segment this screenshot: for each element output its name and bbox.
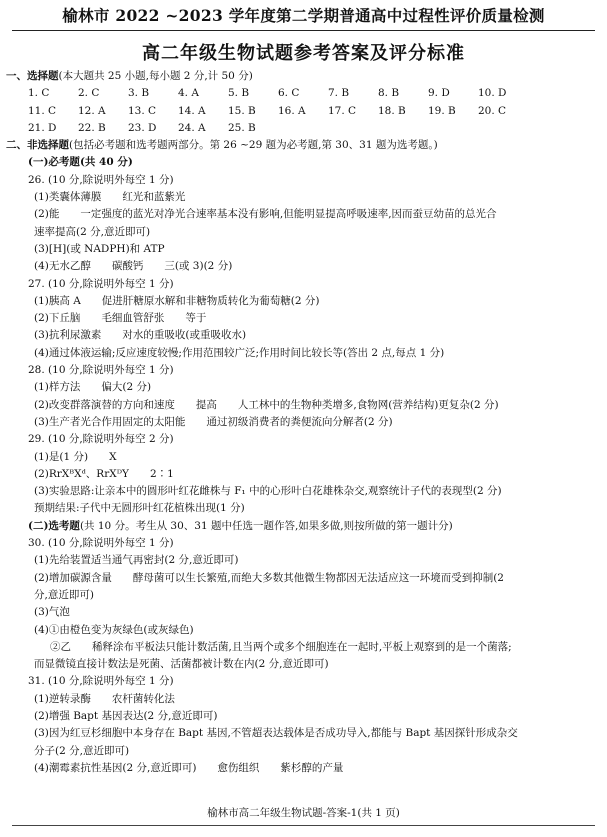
required-answers [0, 172, 607, 518]
mc-answer: 4. A [178, 87, 199, 100]
mc-answer: 14. A [178, 104, 206, 117]
answer-line: 28. (10 分,除说明外每空 1 分) [28, 364, 174, 377]
mc-answer: 18. B [378, 104, 406, 117]
answer-line: (4)①由橙色变为灰绿色(或灰绿色) [34, 623, 194, 636]
answer-line: (3)因为红豆杉细胞中本身存在 Bapt 基因,不管超表达载体是否成功导入,都能与 Bapt 基因探针形成杂交 [34, 727, 518, 740]
mc-answer: 5. B [228, 87, 250, 100]
answer-line: 27. (10 分,除说明外每空 1 分) [28, 277, 174, 290]
mc-answer: 2. C [78, 87, 100, 100]
answer-line: (3)气泡 [34, 606, 70, 619]
optional-heading-line [0, 518, 607, 535]
exam-header: 榆林市 2022 ~2023 学年度第二学期普通高中过程性评价质量检测 [62, 6, 545, 25]
mc-answer: 17. C [328, 104, 357, 117]
answer-line: (3)生产者光合作用固定的太阳能 通过初级消费者的粪便流向分解者(2 分) [34, 415, 393, 428]
page-footer: 榆林市高二年级生物试题-答案-1(共 1 页) [207, 807, 400, 819]
mc-answer: 9. D [428, 87, 450, 100]
mc-answer: 23. D [128, 121, 157, 134]
answer-line: (1)样方法 偏大(2 分) [34, 381, 152, 394]
mc-answer: 22. B [78, 121, 106, 134]
answer-line: 而显微镜直接计数法是死菌、活菌都被计数在内(2 分,意近即可) [34, 658, 329, 671]
answer-line: (3)抗利尿激素 对水的重吸收(或重吸收水) [34, 329, 247, 342]
answer-line: 31. (10 分,除说明外每空 1 分) [28, 675, 174, 688]
answer-line: (2)增强 Bapt 基因表达(2 分,意近即可) [34, 709, 218, 722]
required-note: (共 40 分) [79, 156, 133, 169]
answer-line: (2)改变群落演替的方向和速度 提高 人工林中的生物种类增多,食物网(营养结构)更复杂(2 分) [34, 398, 499, 411]
mc-answer: 13. C [128, 104, 157, 117]
answer-line: 分子(2 分,意近即可) [34, 744, 130, 757]
section2-heading: 二、非选择题 [6, 139, 69, 152]
required-heading: (一)必考题 [28, 156, 80, 169]
mc-answer: 25. B [228, 121, 256, 134]
page-title: 高二年级生物试题参考答案及评分标准 [142, 43, 465, 64]
optional-answers [0, 535, 607, 777]
answer-line: 30. (10 分,除说明外每空 1 分) [28, 537, 174, 550]
answer-line: (2)增加碳源含量 酵母菌可以生长繁殖,而绝大多数其他微生物都因无法适应这一环境而受到抑制(2 [34, 571, 504, 584]
mc-answer: 19. B [428, 104, 456, 117]
answer-line: 预期结果:子代中无圆形叶红花植株出现(1 分) [34, 502, 245, 515]
mc-answer: 6. C [278, 87, 300, 100]
answer-line: (1)类囊体薄膜 红光和蓝紫光 [34, 191, 186, 204]
mc-answer: 12. A [78, 104, 106, 117]
answer-body [0, 68, 607, 777]
section1-heading-line [0, 68, 607, 85]
optional-heading: (二)选考题 [28, 519, 80, 532]
footer-rule [12, 825, 595, 826]
answer-line: (1)胰高 A 促进肝糖原水解和非糖物质转化为葡萄糖(2 分) [34, 294, 320, 307]
mc-answer: 15. B [228, 104, 256, 117]
answer-line: (2)RrXᴮXᵈ、RrXᴰY 2∶1 [34, 467, 174, 480]
mc-row-3 [0, 120, 607, 137]
answer-line: ②乙 稀释涂布平板法只能计数活菌,且当两个或多个细胞连在一起时,平板上观察到的是一个菌落; [50, 640, 512, 653]
section1-heading: 一、选择题 [6, 70, 59, 82]
section2-heading-line [0, 137, 607, 154]
answer-line: (2)下丘脑 毛细血管舒张 等于 [34, 312, 207, 325]
answer-line: 分,意近即可) [34, 588, 94, 601]
mc-answer: 7. B [328, 87, 350, 100]
section2-note: (包括必考题和选考题两部分。第 26 ~29 题为必考题,第 30、31 题为选考题。) [69, 139, 438, 152]
mc-answer: 10. D [478, 87, 507, 100]
optional-note: (共 10 分。考生从 30、31 题中任选一题作答,如果多做,则按所做的第一题计分) [79, 519, 453, 532]
answer-line: 26. (10 分,除说明外每空 1 分) [28, 173, 174, 186]
mc-answer: 24. A [178, 121, 206, 134]
mc-answer: 21. D [28, 121, 57, 134]
answer-line: (2)能 一定强度的蓝光对净光合速率基本没有影响,但能明显提高呼吸速率,因而蚕豆幼苗的总光合 [34, 208, 497, 221]
header-rule [12, 30, 595, 31]
required-heading-line [0, 154, 607, 171]
answer-line: (4)无水乙醇 碳酸钙 三(或 3)(2 分) [34, 260, 233, 273]
mc-answer: 20. C [478, 104, 507, 117]
mc-answer: 1. C [28, 87, 50, 100]
answer-line: (3)实验思路:让亲本中的圆形叶红花雌株与 F₁ 中的心形叶白花雄株杂交,观察统计子代的表现型(2 分) [34, 485, 502, 498]
answer-line: (1)是(1 分) X [34, 450, 117, 463]
mc-row-1 [0, 85, 607, 102]
answer-line: (3)[H](或 NADPH)和 ATP [34, 242, 165, 255]
section1-note: (本大题共 25 小题,每小题 2 分,计 50 分) [58, 70, 253, 82]
answer-line: (4)潮霉素抗性基因(2 分,意近即可) 愈伤组织 紫杉醇的产量 [34, 761, 344, 774]
mc-row-2 [0, 103, 607, 120]
mc-answer: 16. A [278, 104, 306, 117]
mc-answer: 8. B [378, 87, 400, 100]
answer-line: (1)先给装置适当通气再密封(2 分,意近即可) [34, 554, 239, 567]
answer-line: 速率提高(2 分,意近即可) [34, 225, 151, 238]
mc-answer: 3. B [128, 87, 150, 100]
mc-answer: 11. C [28, 104, 57, 117]
answer-line: 29. (10 分,除说明外每空 2 分) [28, 433, 174, 446]
answer-line: (1)逆转录酶 农杆菌转化法 [34, 692, 175, 705]
answer-line: (4)通过体液运输;反应速度较慢;作用范围较广泛;作用时间比较长等(答出 2 点,每点 1 分) [34, 346, 445, 359]
